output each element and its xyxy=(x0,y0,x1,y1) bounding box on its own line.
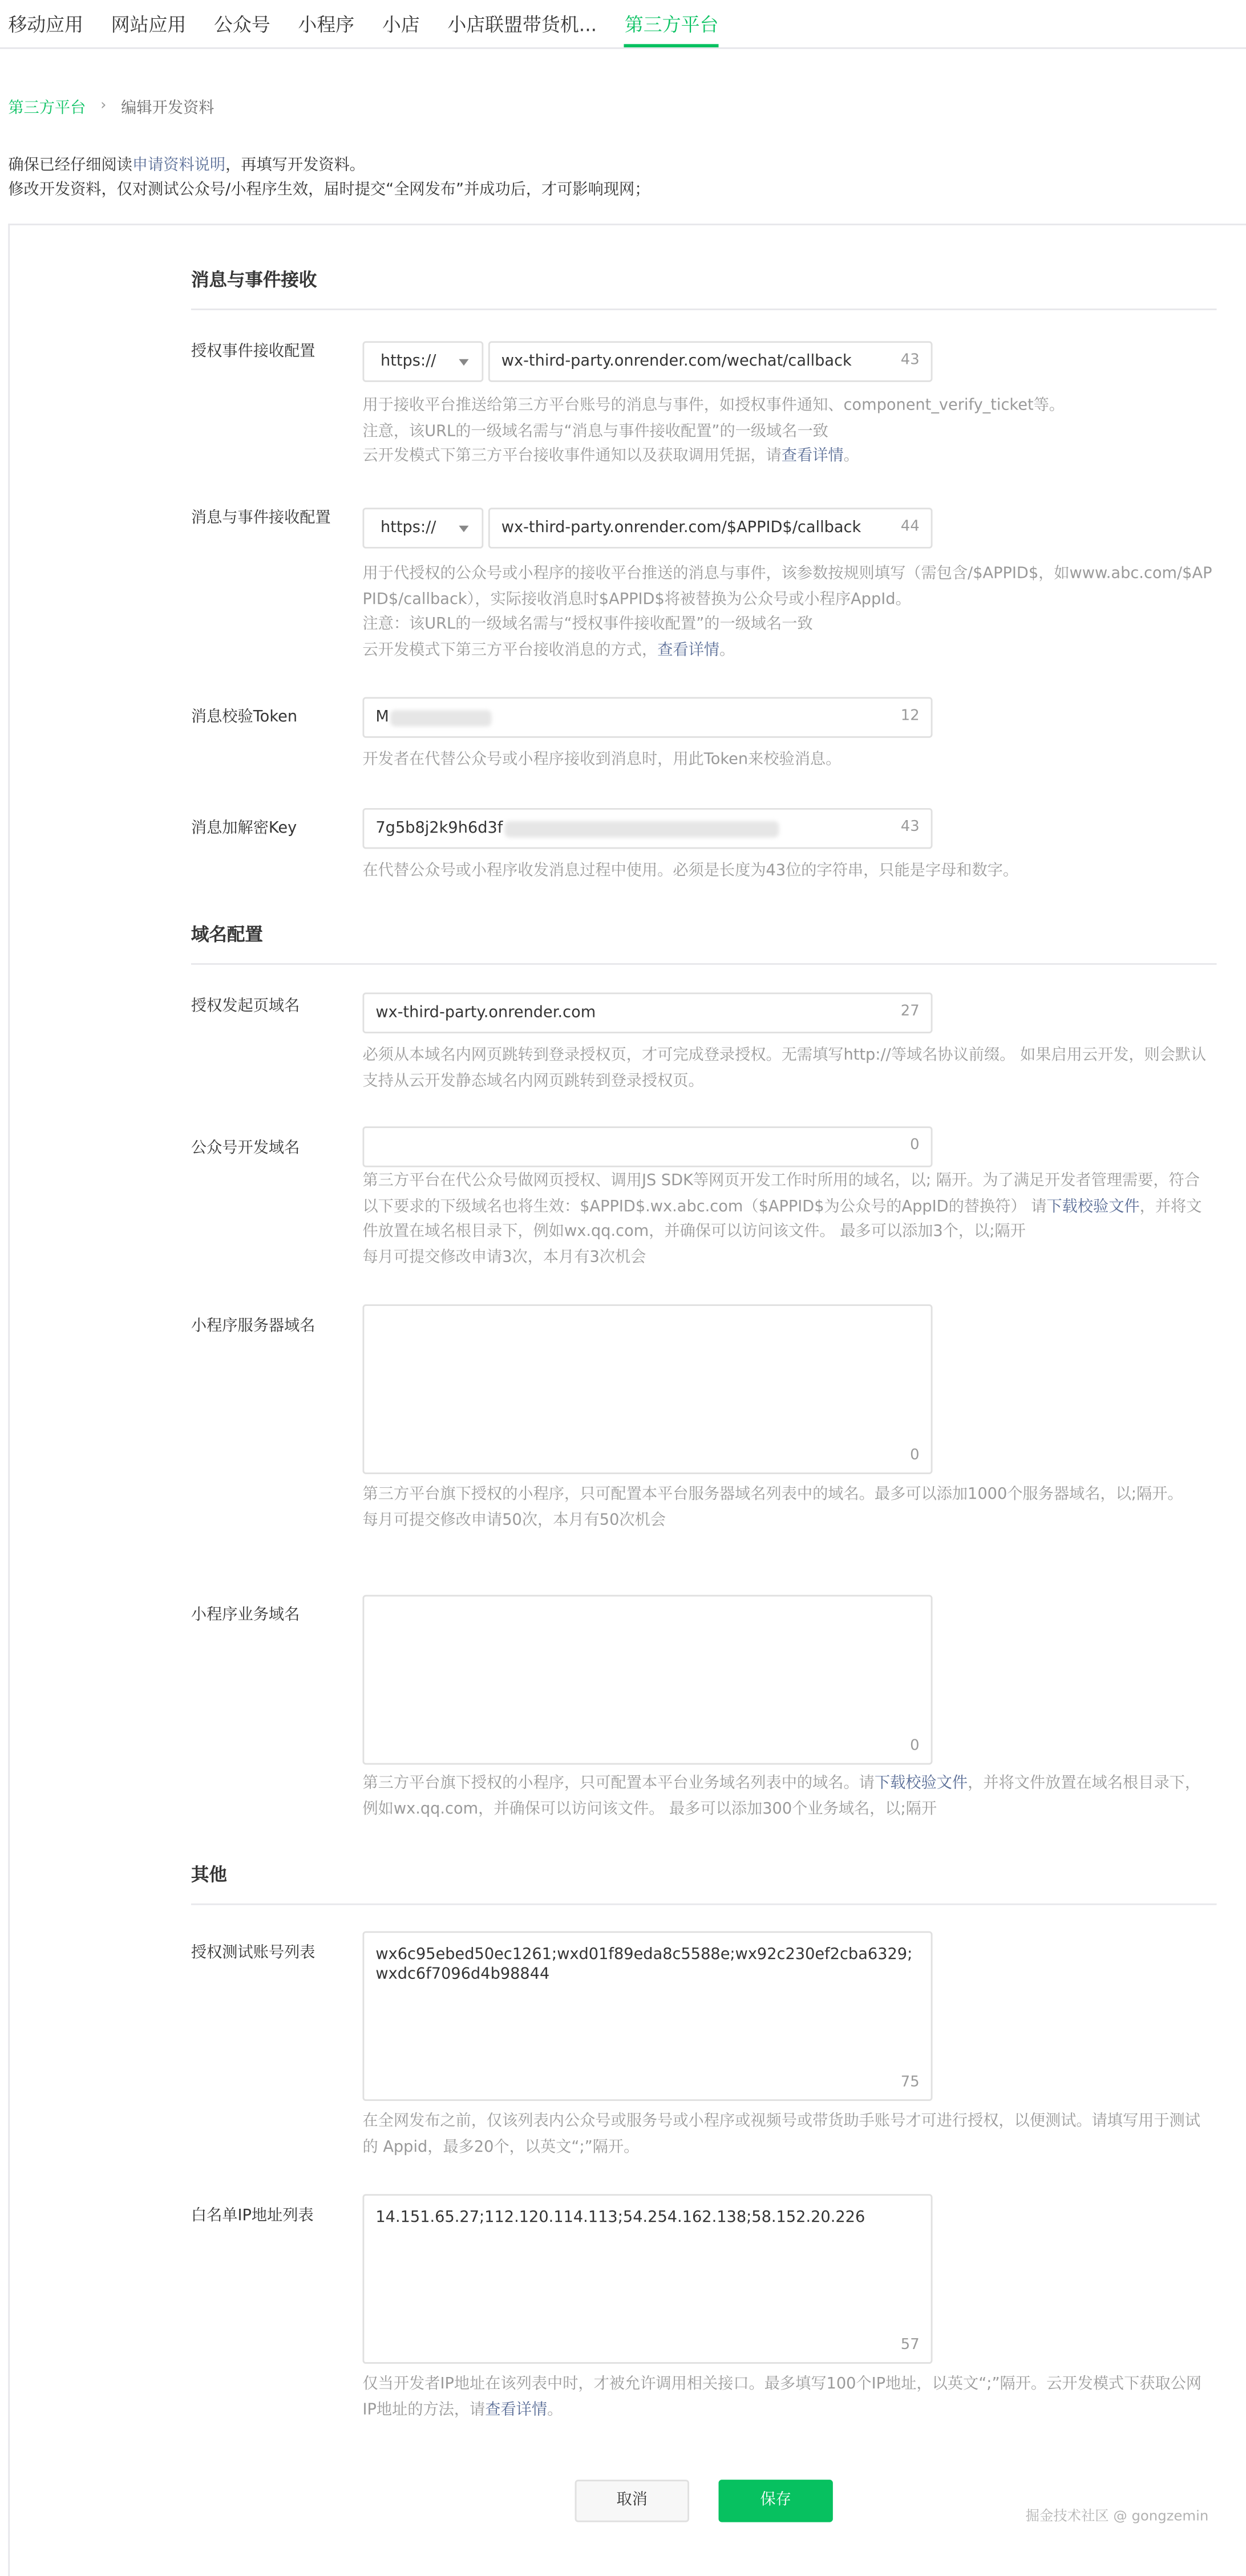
test-accounts-textarea[interactable] xyxy=(362,1931,932,2101)
msg-event-help-2: 注意：该URL的一级域名需与“授权事件接收配置”的一级域名一致 xyxy=(362,615,813,634)
mp-domain-help-1-text: 第三方平台在代公众号做网页授权、调用JS SDK等网页开发工作时所用的域名，以; 隔开。为了满足开发者管理需要，符合以下要求的下级域名也将生效：$APPID$.wx.abc.com（$APPID$为公众号的AppID的替换符） 请 xyxy=(362,1172,1200,1216)
token-redacted xyxy=(391,709,492,726)
msg-event-url-counter: 44 xyxy=(900,519,920,536)
test-accounts-label: 授权测试账号列表 xyxy=(191,1944,315,1962)
section-divider xyxy=(191,309,1217,310)
ip-whitelist-help-text: 仅当开发者IP地址在该列表中时，才被允许调用相关接口。最多填写100个IP地址，以英文“;”隔开。云开发模式下获取公网IP地址的方法，请 xyxy=(362,2375,1202,2419)
tab-website-app[interactable]: 网站应用 xyxy=(111,13,187,36)
token-value: M xyxy=(375,708,389,727)
msg-event-url-value: wx-third-party.onrender.com/$APPID$/callback xyxy=(501,519,861,537)
mini-biz-domain-help-text: 第三方平台旗下授权的小程序，只可配置本平台业务域名列表中的域名。请 xyxy=(362,1774,875,1793)
mini-biz-domain-help-end: ，并将文件放置在域名根目录下，例如wx.qq.com，并确保可以访问该文件。 最多可以添加300个业务域名，以;隔开 xyxy=(362,1774,1201,1818)
breadcrumb-parent-link[interactable]: 第三方平台 xyxy=(8,99,86,118)
aes-key-value: 7g5b8j2k9h6d3f xyxy=(375,819,503,838)
mp-domain-input[interactable] xyxy=(362,1126,932,1167)
application-guide-link[interactable]: 申请资料说明 xyxy=(132,156,226,175)
msg-event-url-input[interactable] xyxy=(488,508,933,549)
tab-shop[interactable]: 小店 xyxy=(382,13,420,36)
ip-whitelist-help xyxy=(362,2372,1215,2423)
auth-event-details-link[interactable]: 查看详情 xyxy=(781,447,844,465)
breadcrumb-separator-icon: › xyxy=(100,98,107,115)
mini-server-domain-help xyxy=(362,1482,1215,1533)
mp-domain-help-1 xyxy=(362,1169,1215,1245)
auth-event-url-counter: 43 xyxy=(900,352,920,369)
mp-domain-help-2: 每月可提交修改申请3次，本月有3次机会 xyxy=(362,1248,646,1266)
mini-server-domain-textarea[interactable] xyxy=(362,1304,932,1474)
aes-key-label: 消息加解密Key xyxy=(191,819,297,838)
top-tab-bar xyxy=(0,0,1246,49)
notice-line-1-suffix: ，再填写开发资料。 xyxy=(225,156,365,175)
auth-event-help-3-end: 。 xyxy=(843,447,859,465)
test-accounts-help: 在全网发布之前，仅该列表内公众号或服务号或小程序或视频号或带货助手账号才可进行授权，以便测试。请填写用于测试的 Appid，最多20个，以英文“;”隔开。 xyxy=(362,2112,1200,2156)
section-title-domain: 域名配置 xyxy=(191,924,263,946)
aes-key-input[interactable] xyxy=(362,808,932,849)
mini-server-domain-help-2: 每月可提交修改申请50次，本月有50次机会 xyxy=(362,1511,666,1529)
notice-line-1-prefix: 确保已经仔细阅读 xyxy=(8,156,132,175)
mini-biz-domain-help xyxy=(362,1771,1215,1822)
cancel-button[interactable]: 取消 xyxy=(575,2480,689,2522)
ip-whitelist-value: 14.151.65.27;112.120.114.113;54.254.162.138;58.152.20.226 xyxy=(375,2208,865,2227)
breadcrumb xyxy=(8,95,214,117)
aes-key-redacted xyxy=(504,820,779,837)
aes-key-help: 在代替公众号或小程序收发消息过程中使用。必须是长度为43位的字符串，只能是字母和数字。 xyxy=(362,862,1019,880)
ip-whitelist-textarea[interactable] xyxy=(362,2194,932,2364)
mini-biz-domain-label: 小程序业务域名 xyxy=(191,1606,300,1625)
auth-domain-counter: 27 xyxy=(900,1004,920,1021)
section-divider xyxy=(191,963,1217,965)
breadcrumb-current: 编辑开发资料 xyxy=(121,99,215,118)
auth-event-protocol-value: https:// xyxy=(380,352,436,371)
section-divider xyxy=(191,1904,1217,1905)
mp-domain-help-1-end: ，并将文件放置在域名根目录下，例如wx.qq.com，并确保可以访问该文件。 最多可以添加3个，以;隔开 xyxy=(362,1197,1202,1241)
chevron-down-icon xyxy=(459,359,468,366)
notice-line-2: 修改开发资料，仅对测试公众号/小程序生效，届时提交“全网发布”并成功后，才可影响现网； xyxy=(8,181,650,200)
notice-line-1 xyxy=(8,153,650,178)
token-label: 消息校验Token xyxy=(191,708,298,727)
notice-text xyxy=(8,153,650,202)
watermark: 掘金技术社区 @ gongzemin xyxy=(1025,2509,1209,2526)
token-help: 开发者在代替公众号或小程序接收到消息时，用此Token来校验消息。 xyxy=(362,751,842,769)
mp-domain-help xyxy=(362,1169,1215,1270)
aes-key-counter: 43 xyxy=(900,819,920,836)
tab-third-party-platform[interactable]: 第三方平台 xyxy=(625,13,719,47)
msg-event-help-3-text: 云开发模式下第三方平台接收消息的方式， xyxy=(362,640,658,659)
mini-biz-download-link[interactable]: 下载校验文件 xyxy=(874,1774,968,1793)
auth-event-help xyxy=(362,394,1215,469)
auth-event-url-value: wx-third-party.onrender.com/wechat/callback xyxy=(501,352,852,371)
msg-event-help xyxy=(362,562,1215,663)
token-input[interactable] xyxy=(362,697,932,738)
auth-domain-label: 授权发起页域名 xyxy=(191,997,300,1016)
msg-event-protocol-select[interactable] xyxy=(362,508,483,549)
ip-whitelist-details-link[interactable]: 查看详情 xyxy=(485,2400,548,2419)
tab-official-account[interactable]: 公众号 xyxy=(213,13,270,36)
tab-shop-alliance[interactable]: 小店联盟带货机... xyxy=(447,13,597,36)
msg-event-help-3-end: 。 xyxy=(719,640,735,659)
mini-server-domain-help-1: 第三方平台旗下授权的小程序，只可配置本平台服务器域名列表中的域名。最多可以添加1000个服务器域名，以;隔开。 xyxy=(362,1485,1183,1504)
mp-domain-counter: 0 xyxy=(910,1138,920,1154)
auth-domain-value: wx-third-party.onrender.com xyxy=(375,1004,596,1022)
test-accounts-counter: 75 xyxy=(900,2075,920,2091)
section-title-message-event: 消息与事件接收 xyxy=(191,269,317,291)
msg-event-label: 消息与事件接收配置 xyxy=(191,509,331,528)
ip-whitelist-help-end: 。 xyxy=(547,2400,563,2419)
auth-event-help-1: 用于接收平台推送给第三方平台账号的消息与事件，如授权事件通知、component_verify_ticket等。 xyxy=(362,396,1065,415)
mp-domain-label: 公众号开发域名 xyxy=(191,1139,300,1158)
ip-whitelist-label: 白名单IP地址列表 xyxy=(191,2207,314,2225)
auth-domain-help: 必须从本域名内网页跳转到登录授权页，才可完成登录授权。无需填写http://等域名协议前缀。 如果启用云开发，则会默认支持从云开发静态域名内网页跳转到登录授权页。 xyxy=(362,1046,1207,1090)
mini-biz-domain-counter: 0 xyxy=(910,1738,920,1755)
auth-event-help-3-text: 云开发模式下第三方平台接收事件通知以及获取调用凭据，请 xyxy=(362,447,782,465)
mini-server-domain-label: 小程序服务器域名 xyxy=(191,1317,315,1336)
chevron-down-icon xyxy=(459,526,468,532)
tab-mini-program[interactable]: 小程序 xyxy=(298,13,355,36)
auth-event-label: 授权事件接收配置 xyxy=(191,343,315,361)
test-accounts-value: wx6c95ebed50ec1261;wxd01f89eda8c5588e;wx92c230ef2cba6329;wxdc6f7096d4b98844 xyxy=(375,1946,913,1983)
auth-event-protocol-select[interactable] xyxy=(362,341,483,382)
mp-domain-download-link[interactable]: 下载校验文件 xyxy=(1046,1197,1140,1216)
tab-mobile-app[interactable]: 移动应用 xyxy=(8,13,83,36)
auth-event-help-2: 注意，该URL的一级域名需与“消息与事件接收配置”的一级域名一致 xyxy=(362,421,828,440)
msg-event-help-3 xyxy=(362,638,1215,663)
ip-whitelist-counter: 57 xyxy=(900,2338,920,2354)
auth-domain-input[interactable] xyxy=(362,992,932,1033)
mini-server-domain-counter: 0 xyxy=(910,1448,920,1465)
msg-event-help-1: 用于代授权的公众号或小程序的接收平台推送的消息与事件，该参数按规则填写（需包含/$APPID$，如www.abc.com/$APPID$/callback），实际接收消息时$APPID$将被替换为公众号或小程序AppId。 xyxy=(362,565,1212,608)
auth-event-help-3 xyxy=(362,444,1215,469)
msg-event-protocol-value: https:// xyxy=(380,519,436,537)
mini-biz-domain-textarea[interactable] xyxy=(362,1595,932,1765)
msg-event-details-link[interactable]: 查看详情 xyxy=(657,640,720,659)
auth-event-url-input[interactable] xyxy=(488,341,933,382)
token-counter: 12 xyxy=(900,708,920,725)
section-title-other: 其他 xyxy=(191,1864,227,1886)
save-button[interactable]: 保存 xyxy=(719,2480,833,2522)
